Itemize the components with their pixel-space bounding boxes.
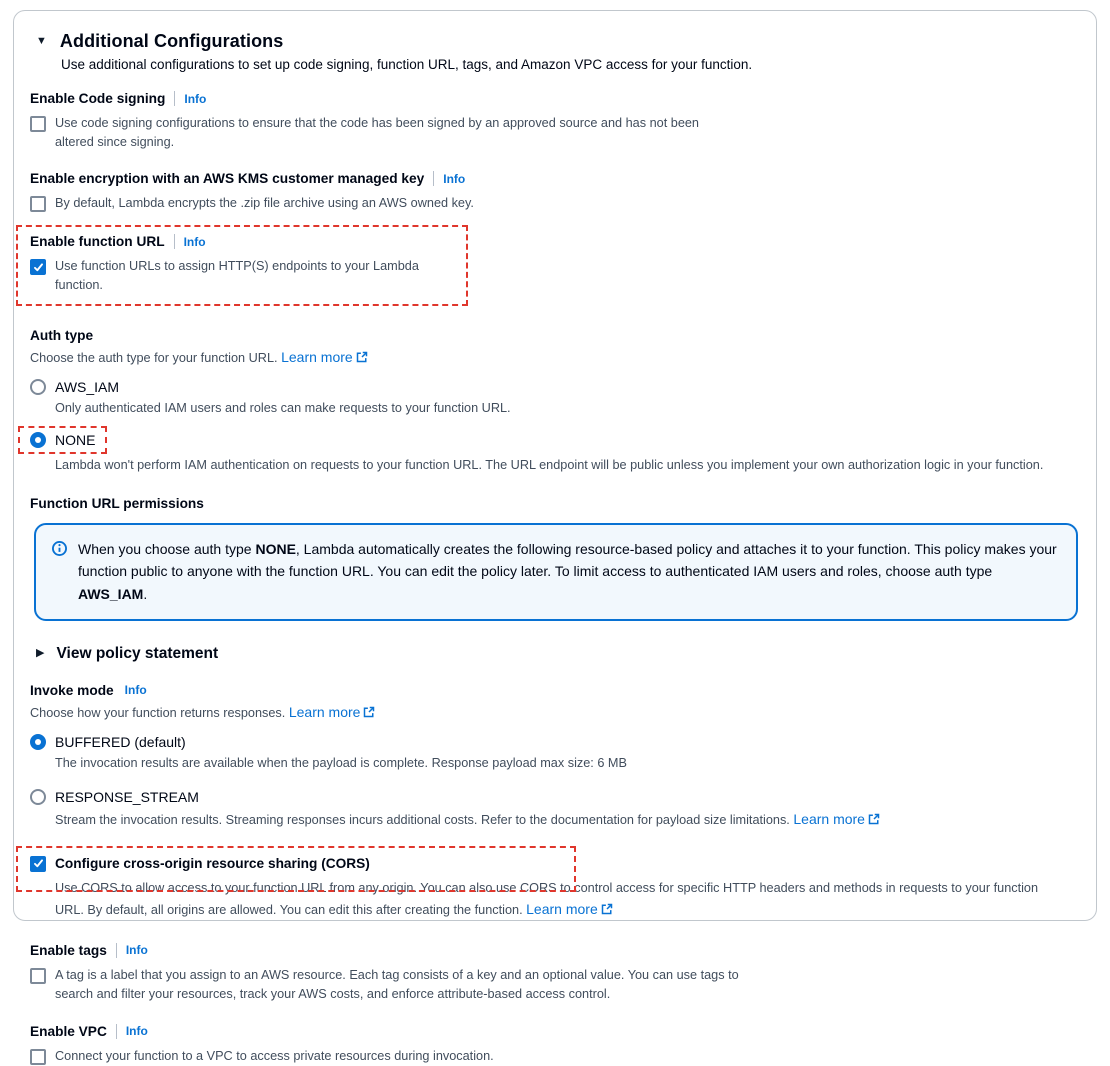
spacer bbox=[119, 683, 120, 698]
invoke-mode-helper bbox=[30, 704, 1080, 720]
radio-dot bbox=[35, 437, 41, 443]
alert-text-1: When you choose auth type bbox=[78, 541, 256, 558]
external-link-icon bbox=[363, 706, 375, 718]
kms-info-link[interactable]: Info bbox=[443, 171, 466, 186]
auth-type-helper-text: Choose the auth type for your function URL. bbox=[30, 351, 278, 366]
invoke-mode-helper-text: Choose how your function returns responses. bbox=[30, 705, 286, 720]
additional-configurations-expander[interactable] bbox=[30, 31, 1080, 52]
triangle-down-icon[interactable]: ▼ bbox=[36, 35, 47, 47]
response-stream-description-text: Stream the invocation results. Streaming responses incurs additional costs. Refer to the documentation for payload size limitations. bbox=[55, 812, 790, 827]
divider bbox=[433, 171, 434, 186]
alert-bold-none: NONE bbox=[255, 541, 296, 558]
tags-section bbox=[30, 943, 1080, 1004]
vpc-section bbox=[30, 1024, 1080, 1066]
function-url-description: Use function URLs to assign HTTP(S) endpoints to your Lambda function. bbox=[55, 259, 419, 293]
kms-section bbox=[30, 171, 1080, 213]
auth-type-learn-more-link[interactable] bbox=[281, 349, 368, 365]
external-link-icon bbox=[356, 351, 368, 363]
kms-checkbox[interactable] bbox=[30, 196, 46, 212]
code-signing-label: Enable Code signing bbox=[30, 91, 166, 106]
auth-type-label: Auth type bbox=[30, 328, 94, 344]
none-option-highlight bbox=[18, 426, 107, 454]
alert-text-3: . bbox=[143, 585, 148, 602]
vpc-info-link[interactable]: Info bbox=[125, 1024, 148, 1039]
kms-description: By default, Lambda encrypts the .zip file archive using an AWS owned key. bbox=[55, 196, 474, 211]
function-url-highlight bbox=[16, 225, 468, 306]
cors-description bbox=[55, 879, 1055, 920]
cors-label: Configure cross-origin resource sharing (CORS) bbox=[55, 855, 370, 871]
additional-configurations-panel bbox=[13, 10, 1097, 1063]
function-url-label: Enable function URL bbox=[30, 234, 165, 250]
permissions-heading: Function URL permissions bbox=[30, 496, 204, 512]
invoke-option-buffered[interactable] bbox=[30, 734, 1080, 750]
cors-description-text: Use CORS to allow access to your function URL from any origin. You can also use CORS to control access for specific HTTP headers and methods in requests to your function URL. By default, all origins are allowed. You can edit this after creating the function. bbox=[55, 881, 1039, 917]
alert-bold-awsiam: AWS_IAM bbox=[78, 585, 144, 602]
buffered-label: BUFFERED (default) bbox=[55, 733, 186, 750]
tags-label: Enable tags bbox=[30, 942, 107, 958]
auth-option-none[interactable] bbox=[30, 432, 95, 448]
response-stream-description bbox=[55, 809, 1080, 830]
response-stream-label: RESPONSE_STREAM bbox=[55, 788, 199, 805]
divider bbox=[116, 943, 117, 958]
vpc-checkbox[interactable] bbox=[30, 1049, 46, 1065]
check-icon bbox=[33, 858, 44, 869]
permissions-info-alert bbox=[34, 523, 1078, 620]
aws-iam-radio[interactable] bbox=[30, 379, 46, 395]
tags-info-link[interactable]: Info bbox=[125, 943, 148, 958]
tags-checkbox[interactable] bbox=[30, 968, 46, 984]
aws-iam-label: AWS_IAM bbox=[55, 379, 120, 396]
none-label: NONE bbox=[55, 432, 96, 449]
code-signing-info-link[interactable]: Info bbox=[184, 91, 207, 106]
cors-learn-more-link[interactable] bbox=[526, 901, 613, 917]
response-stream-radio[interactable] bbox=[30, 789, 46, 805]
invoke-mode-learn-more-link[interactable] bbox=[289, 704, 376, 720]
view-policy-label: View policy statement bbox=[56, 644, 219, 662]
permissions-section bbox=[30, 496, 1080, 620]
auth-option-aws-iam[interactable] bbox=[30, 379, 1080, 395]
function-url-checkbox[interactable] bbox=[30, 259, 46, 275]
tags-description: A tag is a label that you assign to an AWS resource. Each tag consists of a key and an optional value. You can use tags to search and filter your resources, track your AWS costs, and enforce attribute-based access control. bbox=[55, 967, 739, 1001]
invoke-option-response-stream[interactable] bbox=[30, 789, 1080, 805]
invoke-mode-label: Invoke mode bbox=[30, 682, 114, 698]
cors-section bbox=[30, 854, 1080, 921]
external-link-icon bbox=[601, 903, 613, 915]
vpc-description: Connect your function to a VPC to access private resources during invocation. bbox=[55, 1048, 494, 1063]
check-icon bbox=[33, 262, 44, 273]
auth-type-section bbox=[30, 328, 1080, 475]
function-url-info-link[interactable]: Info bbox=[183, 234, 206, 249]
triangle-right-icon[interactable]: ▶ bbox=[36, 647, 45, 660]
invoke-mode-info-link[interactable]: Info bbox=[124, 683, 147, 698]
aws-iam-description: Only authenticated IAM users and roles can make requests to your function URL. bbox=[55, 401, 511, 416]
buffered-description: The invocation results are available when the payload is complete. Response payload max size: 6 MB bbox=[55, 755, 627, 770]
panel-description: Use additional configurations to set up code signing, function URL, tags, and Amazon VPC access for your function. bbox=[61, 57, 753, 72]
none-radio[interactable] bbox=[30, 432, 46, 448]
vpc-label: Enable VPC bbox=[30, 1023, 107, 1039]
code-signing-checkbox[interactable] bbox=[30, 116, 46, 132]
auth-type-helper bbox=[30, 349, 1080, 365]
learn-more-label: Learn more bbox=[288, 703, 361, 720]
divider bbox=[174, 91, 175, 106]
alert-text bbox=[78, 538, 1060, 604]
invoke-mode-section bbox=[30, 683, 1080, 830]
external-link-icon bbox=[868, 813, 880, 825]
learn-more-label: Learn more bbox=[281, 349, 353, 366]
kms-label: Enable encryption with an AWS KMS customer managed key bbox=[30, 171, 425, 187]
response-stream-learn-more-link[interactable] bbox=[793, 811, 880, 827]
code-signing-description: Use code signing configurations to ensure that the code has been signed by an approved source and has not been altered since signing. bbox=[55, 116, 699, 150]
divider bbox=[116, 1024, 117, 1039]
cors-checkbox[interactable] bbox=[30, 856, 46, 872]
code-signing-section bbox=[30, 91, 1080, 152]
alert-text-2: , Lambda automatically creates the following resource-based policy and attaches it to your function. This policy makes your function public to anyone with the function URL. You can edit the policy later. To limit access to authenticated IAM users and roles, choose auth type bbox=[78, 541, 1057, 580]
none-description: Lambda won't perform IAM authentication on requests to your function URL. The URL endpoint will be public unless you implement your own authorization logic in your function. bbox=[55, 458, 1044, 473]
learn-more-label: Learn more bbox=[793, 810, 865, 827]
view-policy-expander[interactable] bbox=[30, 645, 1080, 663]
info-circle-icon bbox=[52, 541, 67, 556]
divider bbox=[174, 234, 175, 249]
learn-more-label: Learn more bbox=[526, 900, 598, 917]
page-title: Additional Configurations bbox=[59, 31, 284, 51]
radio-dot bbox=[35, 739, 41, 745]
cors-content bbox=[55, 854, 1055, 921]
buffered-radio[interactable] bbox=[30, 734, 46, 750]
